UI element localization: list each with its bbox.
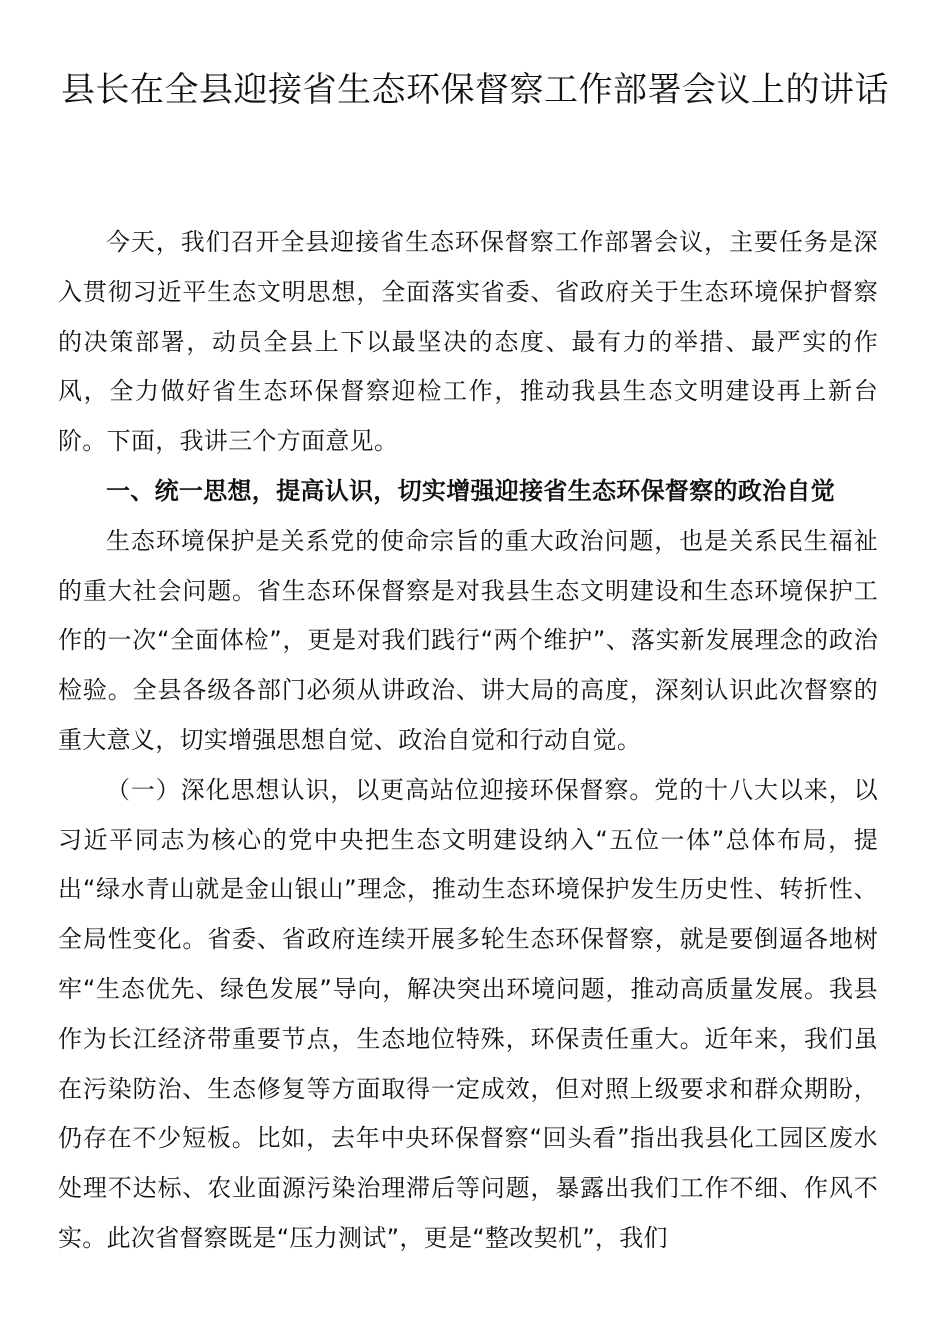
document-body [58, 218, 878, 1264]
paragraph-subsection-1: （一）深化思想认识，以更高站位迎接环保督察。党的十八大以来，以习近平同志为核心的党中央把生态文明建设纳入“五位一体”总体布局，提出“绿水青山就是金山银山”理念，推动生态环境保护发生历史性、转折性、全局性变化。省委、省政府连续开展多轮生态环保督察，就是要倒逼各地树牢“生态优先、绿色发展”导向，解决突出环境问题，推动高质量发展。我县作为长江经济带重要节点，生态地位特殊，环保责任重大。近年来，我们虽在污染防治、生态修复等方面取得一定成效，但对照上级要求和群众期盼，仍存在不少短板。比如，去年中央环保督察“回头看”指出我县化工园区废水处理不达标、农业面源污染治理滞后等问题，暴露出我们工作不细、作风不实。此次省督察既是“压力测试”，更是“整改契机”，我们 [58, 775, 878, 1252]
paragraph-section-1: 生态环境保护是关系党的使命宗旨的重大政治问题，也是关系民生福祉的重大社会问题。省生态环保督察是对我县生态文明建设和生态环境保护工作的一次“全面体检”，更是对我们践行“两个维护”、落实新发展理念的政治检验。全县各级各部门必须从讲政治、讲大局的高度，深刻认识此次督察的重大意义，切实增强思想自觉、政治自觉和行动自觉。 [58, 526, 878, 754]
paragraph-intro: 今天，我们召开全县迎接省生态环保督察工作部署会议，主要任务是深入贯彻习近平生态文明思想，全面落实省委、省政府关于生态环境保护督察的决策部署，动员全县上下以最坚决的态度、最有力的举措、最严实的作风，全力做好省生态环保督察迎检工作，推动我县生态文明建设再上新台阶。下面，我讲三个方面意见。 [58, 228, 878, 456]
document-title: 县长在全县迎接省生态环保督察工作部署会议上的讲话 [61, 70, 889, 110]
section-heading-1: 一、统一思想，提高认识，切实增强迎接省生态环保督察的政治自觉 [106, 476, 835, 505]
